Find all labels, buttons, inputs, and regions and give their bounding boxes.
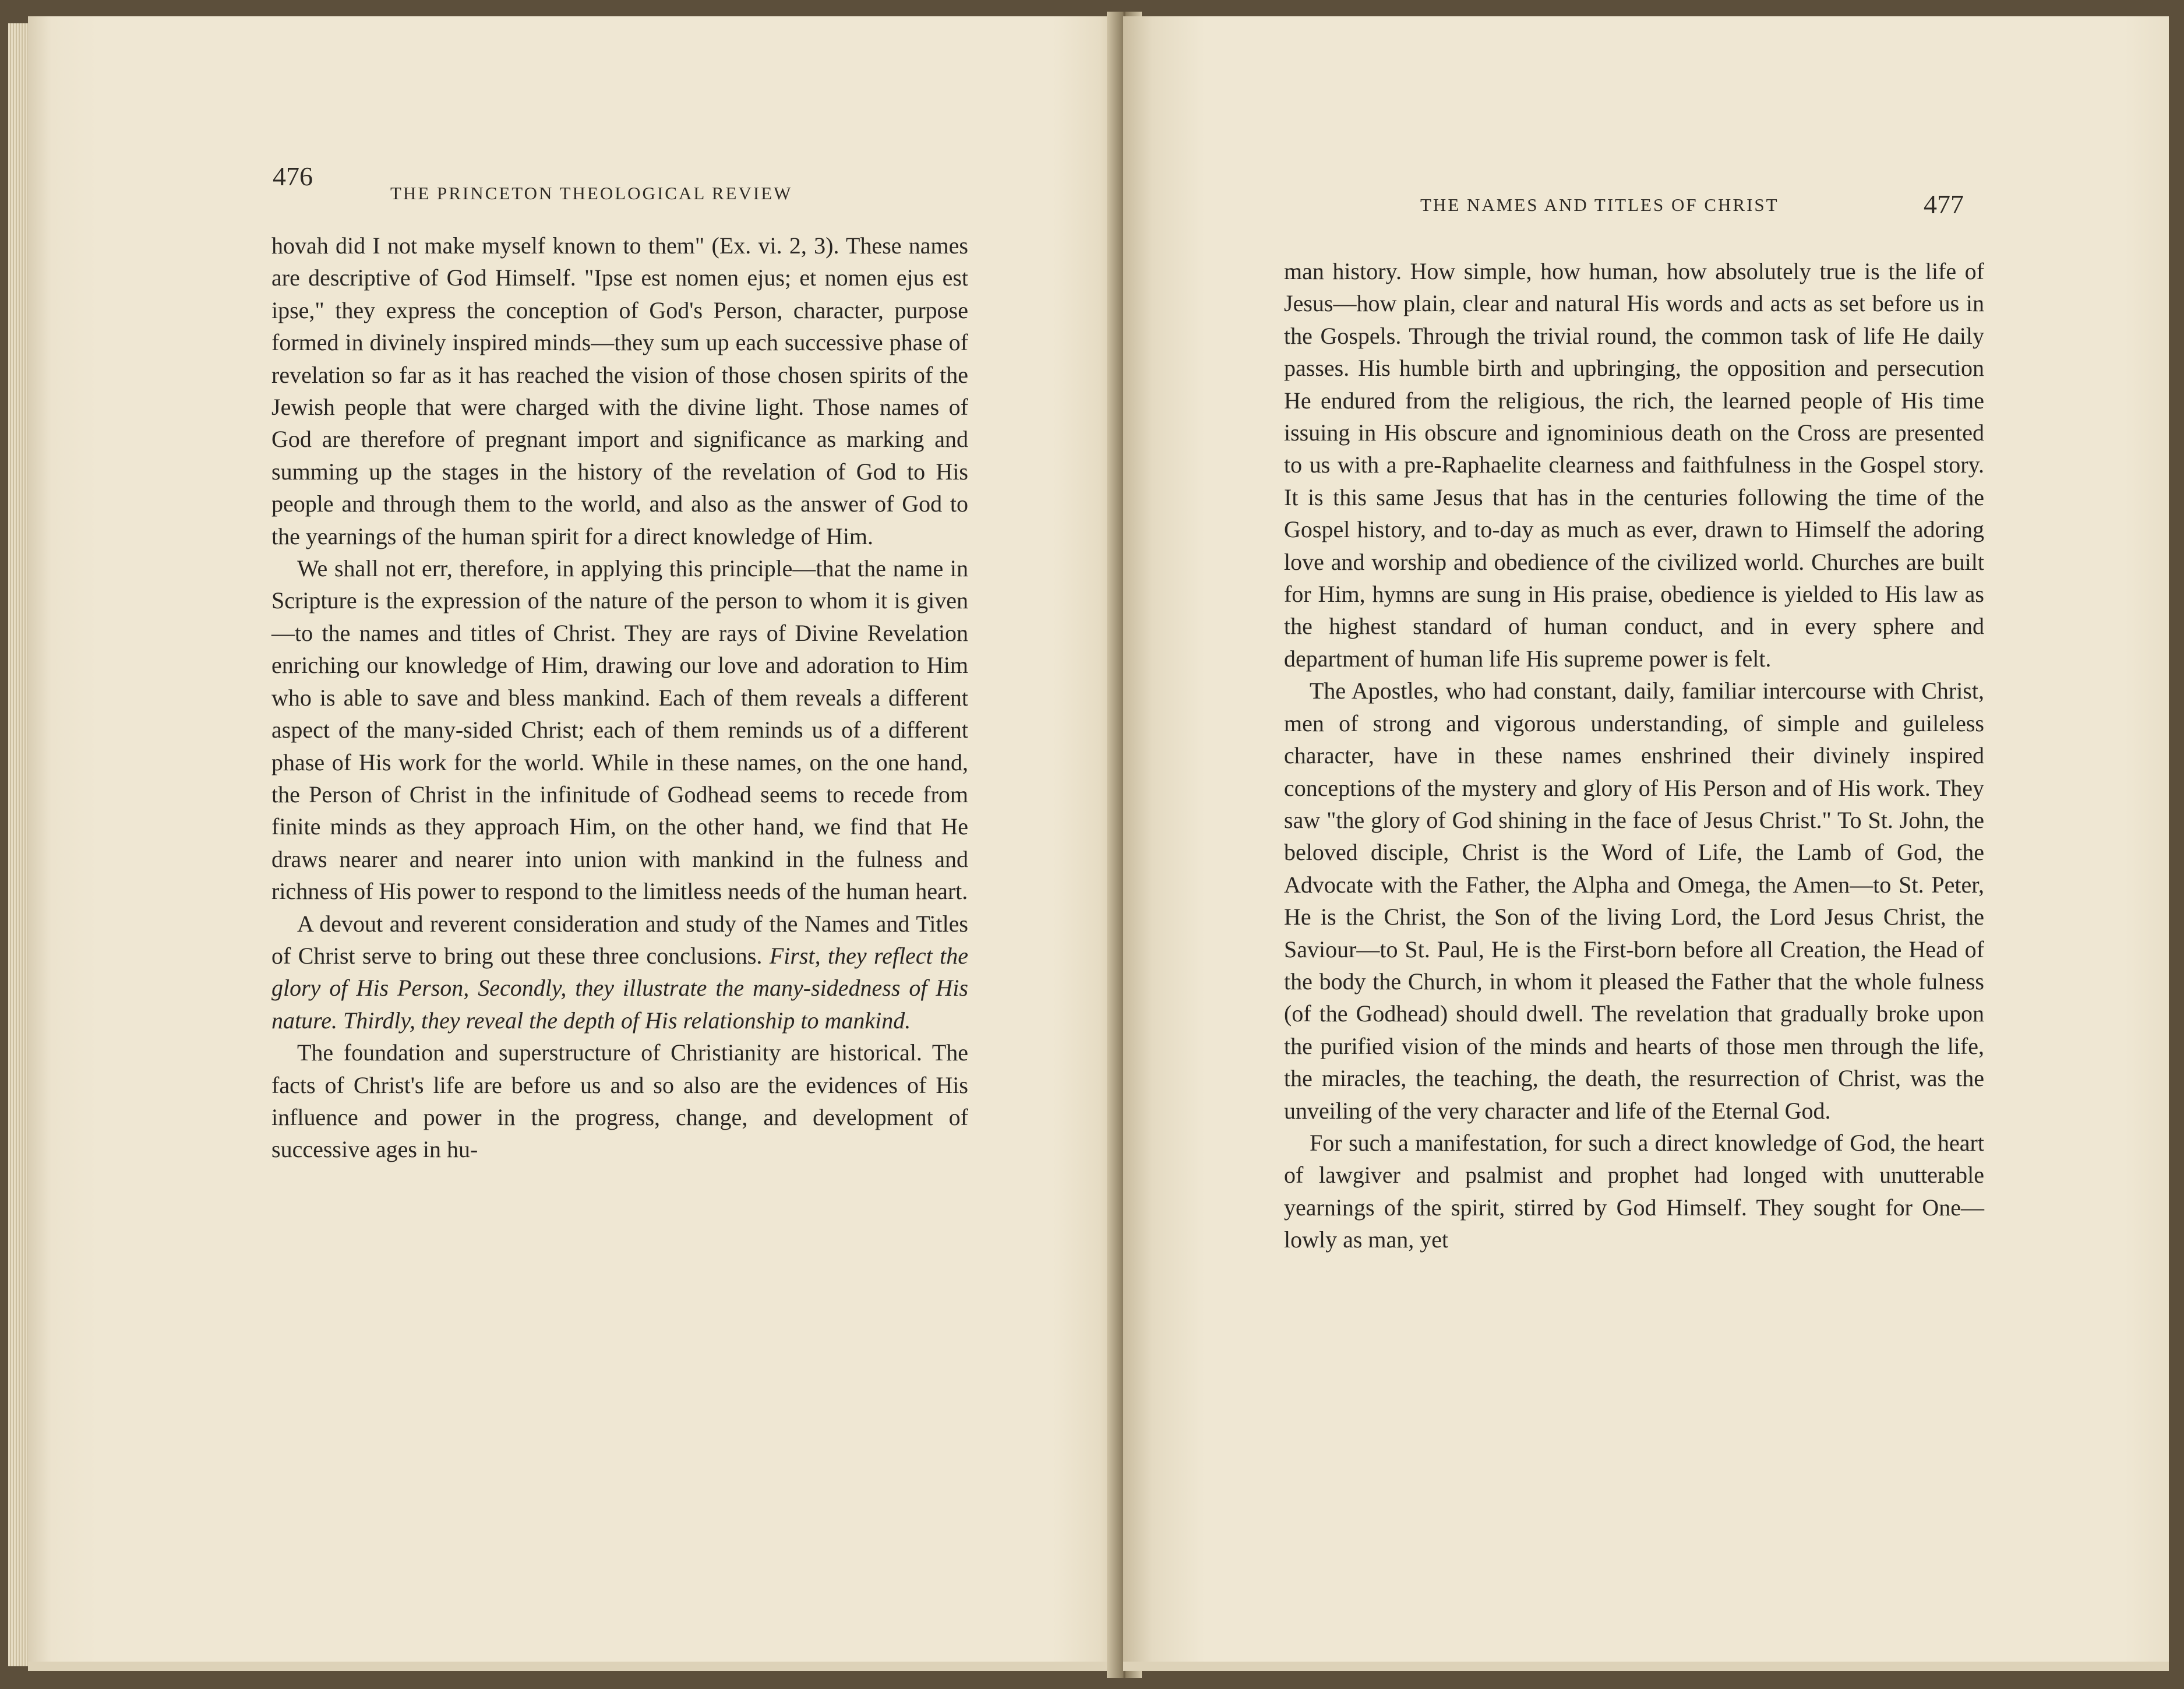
paragraph: The Apostles, who had constant, daily, familiar intercourse with Christ, men of strong and vigorous understanding, of simple and guileless character, have in these names enshrined their divinely inspired conceptions of the mystery and glory of His Person and of His work. They saw "the glory of God shining in the face of Jesus Christ." To St. John, the beloved disciple, Christ is the Word of Life, the Lamb of God, the Advocate with the Father, the Alpha and Omega, the Amen—to St. Peter, He is the Christ, the Son of the living Lord, the Lord Jesus Christ, the Saviour—to St. Paul, He is the First-born before all Creation, the Head of the body the Church, in whom it pleased the Father that the whole fulness (of the Godhead) should dwell. The revelation that gradually broke upon the purified vision of the minds and hearts of those men through the life, the miracles, the teaching, the death, the resurrection of Christ, was the unveiling of the very character and life of the Eternal God. <box>1284 678 1984 1124</box>
paragraph: For such a manifestation, for such a direct knowledge of God, the heart of lawgiver and psalmist and prophet had longed with unutterable yearnings of the spirit, stirred by God Himself. They sought for One—lowly as man, yet <box>1284 1129 1984 1253</box>
paragraph: The foundation and superstructure of Christianity are historical. The facts of Christ's life are before us and so also are the evidences of His influence and power in the progress, change, and development of successive ages in hu- <box>271 1039 968 1163</box>
left-text-column <box>271 230 968 1166</box>
page-number-right: 477 <box>1924 189 1964 219</box>
page-number-left: 476 <box>273 161 313 191</box>
right-page <box>1123 16 2169 1671</box>
running-head-right: THE NAMES AND TITLES OF CHRIST <box>1420 195 1779 215</box>
right-text-column <box>1284 255 1984 1256</box>
paragraph: We shall not err, therefore, in applying this principle—that the name in Scripture is the expression of the nature of the person to whom it is given—to the names and titles of Christ. They are rays of Divine Revelation enriching our knowledge of Him, drawing our love and adoration to Him who is able to save and bless mankind. Each of them reveals a different aspect of the many-sided Christ; each of them reminds us of a different phase of His work for the world. While in these names, on the one hand, the Person of Christ in the infinitude of Godhead seems to recede from finite minds as they approach Him, on the other hand, we find that He draws nearer and nearer into union with mankind in the fulness and richness of His power to respond to the limitless needs of the human heart. <box>271 555 968 905</box>
left-page <box>28 16 1123 1671</box>
paragraph: hovah did I not make myself known to them" (Ex. vi. 2, 3). These names are descriptive of God Himself. "Ipse est nomen ejus; et nomen ejus est ipse," they express the conception of God's Person, character, purpose formed in divinely inspired minds—they sum up each successive phase of revelation so far as it has reached the vision of those chosen spirits of the Jewish people that were charged with the divine light. Those names of God are therefore of pregnant import and significance as marking and summing up the stages in the history of the revelation of God to His people and through them to the world, and also as the answer of God to the yearnings of the human spirit for a direct knowledge of Him. <box>271 232 968 549</box>
italic-conclusions: First, they reflect the glory of His Person, Secondly, they illustrate the many-sidedness of His nature. Thirdly, they reveal the depth of His relationship to mankind. <box>271 942 968 1034</box>
paragraph-lead: A devout and reverent consideration and study of the Names and Titles of Christ serve to bring out these three conclusions. <box>271 910 968 969</box>
running-head-left: THE PRINCETON THEOLOGICAL REVIEW <box>390 183 793 203</box>
paragraph <box>271 908 968 1037</box>
paragraph: man history. How simple, how human, how absolutely true is the life of Jesus—how plain, clear and natural His words and acts as set before us in the Gospels. Through the trivial round, the common task of life He daily passes. His humble birth and upbringing, the opposition and persecution He endured from the religious, the rich, the learned people of His time issuing in His obscure and ignominious death on the Cross are presented to us with a pre-Raphaelite clearness and faithfulness in the Gospel story. It is this same Jesus that has in the centuries following the time of the Gospel history, and to-day as much as ever, drawn to Himself the adoring love and worship and obedience of the civilized world. Churches are built for Him, hymns are sung in His praise, obedience is yielded to His law as the highest standard of human conduct, and in every sphere and department of human life His supreme power is felt. <box>1284 258 1984 672</box>
